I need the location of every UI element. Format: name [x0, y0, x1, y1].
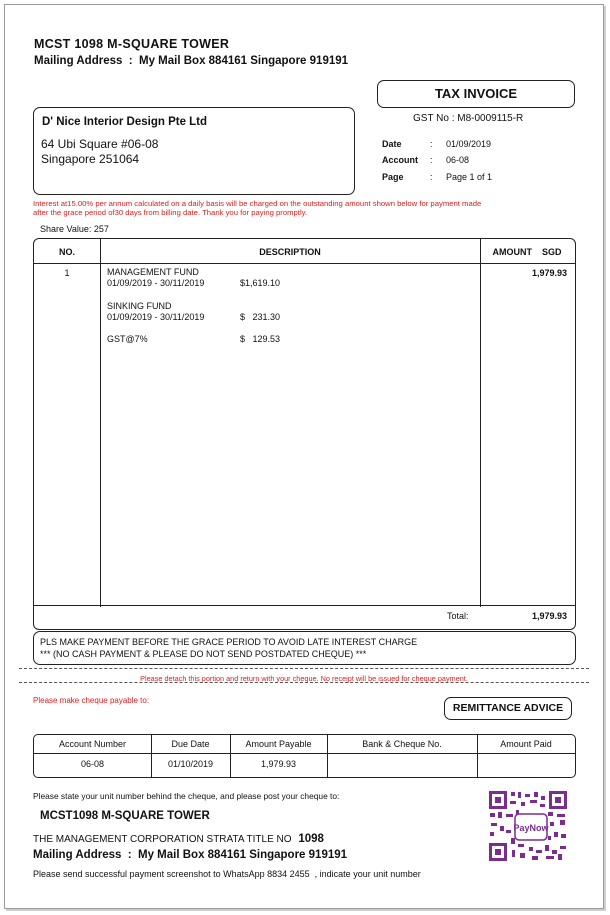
- account-label: Account: [382, 155, 418, 165]
- remittance-value-amount-payable: 1,979.93: [260, 759, 297, 769]
- page-colon: :: [430, 172, 433, 182]
- date-colon: :: [430, 139, 433, 149]
- customer-address-line2: Singapore 251064: [41, 152, 140, 166]
- detach-notice: Please detach this portion and return with your cheque. No receipt will be issued for cheque payment.: [140, 674, 468, 683]
- customer-address-line1: 64 Ubi Square #06-08: [41, 137, 159, 151]
- remittance-header-bank-cheque-no: Bank & Cheque No.: [362, 739, 442, 749]
- tax-invoice-box: [377, 80, 575, 108]
- line-item-amount: $1,619.10: [240, 278, 281, 288]
- invoice-page: [4, 4, 604, 909]
- account-value: 06-08: [446, 155, 470, 165]
- date-value: 01/09/2019: [446, 139, 492, 149]
- post-instruction: Please state your unit number behind the cheque, and please post your cheque to:: [33, 791, 340, 801]
- row-amount: 1,979.93: [531, 268, 567, 278]
- items-table: [33, 238, 576, 630]
- payment-notice-line2: *** (NO CASH PAYMENT & PLEASE DO NOT SEND POSTDATED CHEQUE) ***: [40, 649, 367, 659]
- line-item-label: SINKING FUND: [107, 301, 172, 311]
- corporation-strata-title: [33, 833, 324, 845]
- detach-dashed-line: [19, 682, 589, 683]
- paynow-qr-code-icon: [488, 790, 568, 862]
- total-value: 1,979.93: [531, 611, 567, 621]
- page-label: Page: [382, 172, 404, 182]
- date-label: Date: [382, 139, 402, 149]
- remittance-header-amount-payable: Amount Payable: [245, 739, 312, 749]
- payment-notice-line1: PLS MAKE PAYMENT BEFORE THE GRACE PERIOD TO AVOID LATE INTEREST CHARGE: [40, 637, 418, 647]
- remittance-value-account-number: 06-08: [80, 759, 105, 769]
- corporation-strata-text: THE MANAGEMENT CORPORATION STRATA TITLE NO: [33, 834, 292, 845]
- detach-dashed-line: [19, 668, 589, 669]
- remittance-advice-title: REMITTANCE ADVICE: [452, 702, 564, 714]
- line-item-period: 01/09/2019 - 30/11/2019: [107, 278, 205, 288]
- column-header-amount: AMOUNT SGD: [492, 247, 562, 257]
- remittance-header-due-date: Due Date: [171, 739, 210, 749]
- column-header-description: DESCRIPTION: [259, 247, 321, 257]
- mailing-address: Mailing Address : My Mail Box 884161 Singapore 919191: [34, 55, 349, 67]
- total-label: Total:: [447, 611, 469, 621]
- line-item-period: 01/09/2019 - 30/11/2019: [107, 312, 205, 322]
- line-item-amount: $ 231.30: [240, 312, 281, 322]
- line-item-label: MANAGEMENT FUND: [107, 267, 199, 277]
- remittance-header-account-number: Account Number: [58, 739, 127, 749]
- customer-address-box: [33, 107, 355, 195]
- remittance-value-due-date: 01/10/2019: [167, 759, 214, 769]
- interest-notice-line2: after the grace period of30 days from billing date. Thank you for paying promptly.: [33, 208, 308, 217]
- tax-invoice-title: TAX INVOICE: [434, 86, 518, 101]
- gst-number: GST No : M8-0009115-R: [413, 113, 524, 124]
- whatsapp-instruction: Please send successful payment screenshot to WhatsApp 8834 2455 , indicate your unit number: [33, 869, 421, 879]
- interest-notice-line1: Interest at15.00% per annum calculated on a daily basis will be charged on the outstanding amount shown below for payment made: [33, 199, 482, 208]
- line-item-amount: $ 129.53: [240, 334, 281, 344]
- remittance-table: [33, 734, 576, 778]
- column-header-no: NO.: [58, 247, 75, 257]
- footer-mcst-title: MCST1098 M-SQUARE TOWER: [40, 810, 210, 822]
- share-value: Share Value: 257: [40, 224, 109, 234]
- line-item-label: GST@7%: [107, 334, 148, 344]
- remittance-advice-box: [444, 697, 572, 720]
- account-colon: :: [430, 155, 433, 165]
- payment-notice-box: [33, 631, 576, 665]
- cheque-payable-label: Please make cheque payable to:: [33, 696, 150, 705]
- paynow-label: PayNow: [513, 823, 549, 833]
- row-number: 1: [64, 268, 70, 278]
- remittance-header-amount-paid: Amount Paid: [500, 739, 552, 749]
- mcst-title: MCST 1098 M-SQUARE TOWER: [34, 37, 230, 51]
- customer-name: D' Nice Interior Design Pte Ltd: [42, 116, 208, 128]
- corporation-strata-number: 1098: [298, 833, 324, 845]
- page-value: Page 1 of 1: [446, 172, 493, 182]
- footer-mailing-address: Mailing Address : My Mail Box 884161 Singapore 919191: [33, 849, 348, 861]
